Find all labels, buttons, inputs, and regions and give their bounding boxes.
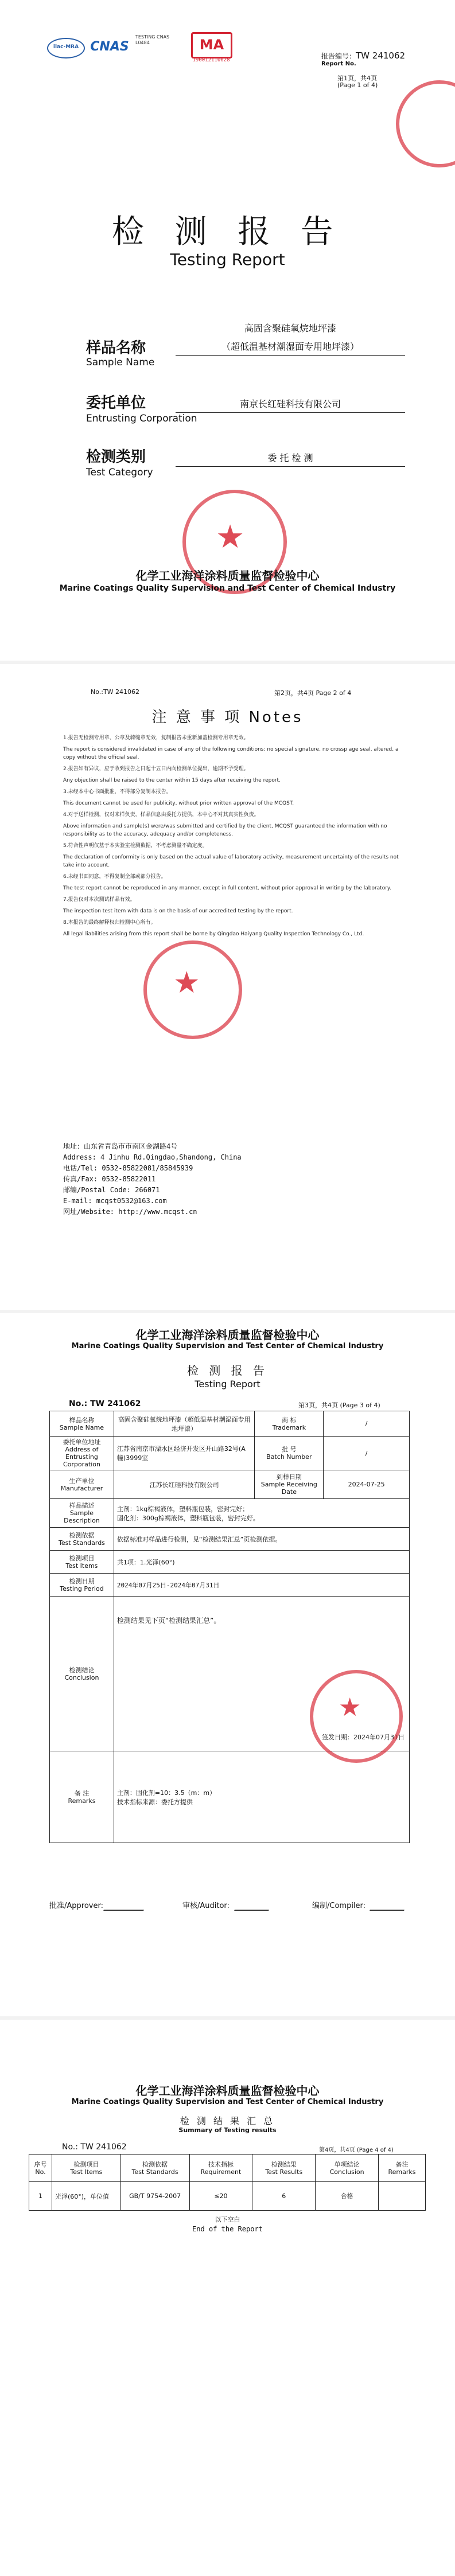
- conclusion-value: 检测结果见下页“检测结果汇总”。: [116, 1617, 221, 1625]
- category-value: 委 托 检 测: [176, 451, 405, 467]
- address-en: Address: 4 Jinhu Rd.Qingdao,Shandong, China: [63, 1153, 242, 1161]
- header-remarks: 备注 Remarks: [379, 2155, 426, 2182]
- cma-cert-number: 190012110628: [192, 57, 230, 63]
- center-name-cn: 化学工业海洋涂料质量监督检验中心: [135, 569, 320, 583]
- row-no: 1: [29, 2182, 52, 2211]
- sample-description-value: 主剂：1kg棕褐液体，塑料瓶包装，密封完好； 固化剂：300g棕褐液体，塑料瓶包装，密封完好。: [114, 1499, 409, 1528]
- header-test-items: 检测项目 Test Items: [52, 2155, 120, 2182]
- cnas-logo: CNAS: [90, 40, 129, 54]
- ma-logo: MA: [191, 32, 232, 58]
- test-standards-value: 依据标准对样品进行检测，见“检测结果汇总”页检测依据。: [114, 1528, 409, 1551]
- report-no-en: Report No.: [321, 61, 356, 67]
- header-test-standards: 检测依据 Test Standards: [120, 2155, 189, 2182]
- remarks-label: 备 注 Remarks: [50, 1751, 114, 1843]
- trademark-value: /: [324, 1411, 410, 1437]
- category-label-en: Test Category: [86, 467, 153, 478]
- p4-center-cn: 化学工业海洋涂料质量监督检验中心: [135, 2084, 320, 2098]
- sample-label-en: Sample Name: [86, 357, 155, 368]
- client-address-value: 江苏省南京市溧水区经济开发区开山路32号(A幢)3999室: [114, 1437, 254, 1470]
- p3-report-no: No.: TW 241062: [69, 1399, 141, 1408]
- postal-code: 邮编/Postal Code: 266071: [63, 1186, 160, 1194]
- note-line: The test report cannot be reproduced in any manner, except in full content, without prior approval in writing by the laboratory.: [63, 885, 391, 891]
- test-items-value: 共1项：1.光泽(60°): [114, 1551, 409, 1574]
- report-no-value: TW 241062: [356, 50, 406, 61]
- end-of-report: End of the Report: [192, 2225, 263, 2233]
- note-line: 8.本报告的最终解释权归检测中心所有。: [63, 920, 156, 926]
- p4-title-en: Summary of Testing results: [178, 2126, 277, 2134]
- notes-title: 注 意 事 项 Notes: [151, 709, 304, 726]
- report-number: [321, 50, 442, 61]
- page-separator: [0, 661, 455, 664]
- page-indicator-en: (Page 1 of 4): [337, 81, 378, 89]
- cnas-testing-mark: TESTING CNAS L0484: [135, 34, 170, 45]
- header-conclusion: 单项结论 Conclusion: [316, 2155, 379, 2182]
- approver-signature: [103, 1892, 150, 1911]
- auditor-label: 审核/Auditor:: [182, 1902, 230, 1910]
- note-line: The inspection test item with data is on the basis of our accredited testing by the report.: [63, 908, 293, 914]
- sample-value-1: 高固含聚硅氧烷地坪漆: [244, 323, 336, 334]
- receiving-date-label: 到样日期 Sample Receiving Date: [255, 1470, 324, 1499]
- note-line: 1.报告无检测专用章、公章及骑缝章无效，复制报告未重新加盖检测专用章无效。: [63, 735, 249, 741]
- note-line: 5.符合性声明仅基于本实验室检测数据，不考虑测量不确定度。: [63, 843, 208, 849]
- sample-name-label: 样品名称 Sample Name: [50, 1411, 114, 1437]
- p4-report-no: No.: TW 241062: [62, 2142, 127, 2152]
- header-test-results: 检测结果 Test Results: [252, 2155, 316, 2182]
- row-result: 6: [252, 2182, 316, 2211]
- blank-below: 以下空白: [215, 2216, 240, 2223]
- page-separator: [0, 2016, 455, 2020]
- note-line: 2.报告如有异议，应于收到报告之日起十五日内向检测单位提出，逾期不予受理。: [63, 766, 249, 772]
- page-1: [0, 0, 455, 659]
- page-separator: [0, 1310, 455, 1313]
- client-value: 南京长红硅科技有限公司: [176, 397, 405, 413]
- manufacturer-value: 江苏长红硅科技有限公司: [114, 1470, 254, 1499]
- row-item: 光泽(60°)，单位值: [52, 2182, 120, 2211]
- notes-page: 第2页，共4页 Page 2 of 4: [274, 689, 352, 697]
- row-std: GB/T 9754-2007: [120, 2182, 189, 2211]
- p3-page: 第3页，共4页 (Page 3 of 4): [298, 1402, 380, 1409]
- cover-title-cn: 检 测 报 告: [111, 213, 344, 251]
- results-summary-table: [29, 2154, 426, 2211]
- sign-date: 签发日期：2024年07月31日: [322, 1734, 405, 1741]
- report-no-label: 报告编号：: [321, 52, 356, 60]
- official-seal: [396, 80, 455, 167]
- page-3: [0, 1314, 455, 2014]
- p3-title-en: Testing Report: [195, 1379, 260, 1390]
- note-line: Any objection shall be raised to the center within 15 days after receiving the report.: [63, 778, 281, 783]
- address-cn: 地址：山东省青岛市市南区金湖路4号: [63, 1142, 178, 1150]
- note-line: All legal liabilities arising from this report shall be borne by Qingdao Haiyang Quality Inspection Technology Co., Ltd.: [63, 931, 364, 937]
- center-name-en: Marine Coatings Quality Supervision and Test Center of Chemical Industry: [59, 584, 396, 593]
- testing-period-value: 2024年07月25日-2024年07月31日: [114, 1574, 409, 1597]
- page-4: [0, 2021, 455, 2576]
- note-line: The declaration of conformity is only based on the actual value of laboratory activity, measurement uncertainty of the results not take into account.: [63, 854, 399, 868]
- notes-report-no: No.:TW 241062: [91, 688, 140, 696]
- compiler-signature: [370, 1892, 411, 1911]
- auditor-signature: [234, 1892, 275, 1911]
- sample-label-cn: 样品名称: [86, 339, 146, 357]
- note-line: 4.对于送样检测，仅对来样负责，样品信息由委托方提供，本中心不对其真实性负责。: [63, 812, 259, 818]
- row-conclusion: 合格: [316, 2182, 379, 2211]
- test-items-label: 检测项目 Test Items: [50, 1551, 114, 1574]
- receiving-date-value: 2024-07-25: [324, 1470, 410, 1499]
- report-info-table: [49, 1411, 410, 1843]
- sample-value-2: （超低温基材潮湿面专用地坪漆）: [176, 339, 405, 356]
- page-indicator-cn: 第1页，共4页: [337, 75, 377, 82]
- note-line: The report is considered invalidated in case of any of the following conditions: no special signature, no crossp age seal, altered, a copy without the official seal.: [63, 747, 399, 760]
- tel: 电话/Tel: 0532-85822081/85845939: [63, 1164, 193, 1172]
- remarks-value: 主剂：固化剂=10：3.5（m：m） 技术指标来源：委托方提供: [114, 1751, 409, 1843]
- note-line: 3.未经本中心书面批准，不得部分复制本报告。: [63, 789, 172, 795]
- fax: 传真/Fax: 0532-85822011: [63, 1175, 156, 1183]
- sample-name-value: 高固含聚硅氧烷地坪漆（超低温基材潮湿面专用地坪漆）: [114, 1411, 254, 1437]
- notes-list: [63, 734, 407, 942]
- table-row: [29, 2182, 426, 2211]
- email[interactable]: E-mail: mcqst0532@163.com: [63, 1197, 167, 1205]
- contact-block: [63, 1141, 350, 1217]
- approver-label: 批准/Approver:: [49, 1902, 103, 1910]
- p4-title-cn: 检 测 结 果 汇 总: [180, 2116, 275, 2126]
- client-address-label: 委托单位地址 Address of Entrusting Corporation: [50, 1437, 114, 1470]
- testing-period-label: 检测日期 Testing Period: [50, 1574, 114, 1597]
- website[interactable]: 网址/Website: http://www.mcqst.cn: [63, 1208, 197, 1216]
- star-icon: ★: [173, 966, 200, 1000]
- client-label-en: Entrusting Corporation: [86, 413, 197, 424]
- p3-title-cn: 检 测 报 告: [186, 1364, 269, 1377]
- client-label-cn: 委托单位: [86, 395, 146, 412]
- row-remarks: [379, 2182, 426, 2211]
- conclusion-label: 检测结论 Conclusion: [50, 1597, 114, 1751]
- p4-page: 第4页，共4页 (Page 4 of 4): [319, 2147, 394, 2153]
- note-line: Above information and sample(s) were/was submitted and certified by the client, MCQST guaranteed the information with no responsibility as to the accuracy, adequacy and/or completeness.: [63, 823, 387, 837]
- trademark-label: 商 标 Trademark: [255, 1411, 324, 1437]
- test-standards-label: 检测依据 Test Standards: [50, 1528, 114, 1551]
- header-requirement: 技术指标 Requirement: [189, 2155, 252, 2182]
- batch-value: /: [324, 1437, 410, 1470]
- note-line: This document cannot be used for publicity, without prior written approval of the MCQST.: [63, 801, 294, 806]
- star-icon: ★: [216, 518, 245, 556]
- row-req: ≤20: [189, 2182, 252, 2211]
- sample-description-label: 样品描述 Sample Description: [50, 1499, 114, 1528]
- cover-title-en: Testing Report: [170, 250, 285, 269]
- star-icon: ★: [339, 1693, 361, 1722]
- p3-center-cn: 化学工业海洋涂料质量监督检验中心: [135, 1328, 320, 1342]
- batch-label: 批 号 Batch Number: [255, 1437, 324, 1470]
- note-line: 6.未经书面同意，不得复制全部或部分报告。: [63, 874, 166, 880]
- compiler-label: 编制/Compiler:: [312, 1902, 366, 1910]
- p3-center-en: Marine Coatings Quality Supervision and Test Center of Chemical Industry: [71, 1342, 384, 1351]
- page-2: [0, 665, 455, 1307]
- header-no: 序号 No.: [29, 2155, 52, 2182]
- manufacturer-label: 生产单位 Manufacturer: [50, 1470, 114, 1499]
- category-label-cn: 检测类别: [86, 448, 146, 466]
- p4-center-en: Marine Coatings Quality Supervision and Test Center of Chemical Industry: [71, 2098, 384, 2106]
- ilac-mra-logo: ilac-MRA: [47, 38, 85, 58]
- note-line: 7.报告仅对本次测试样品有效。: [63, 897, 135, 903]
